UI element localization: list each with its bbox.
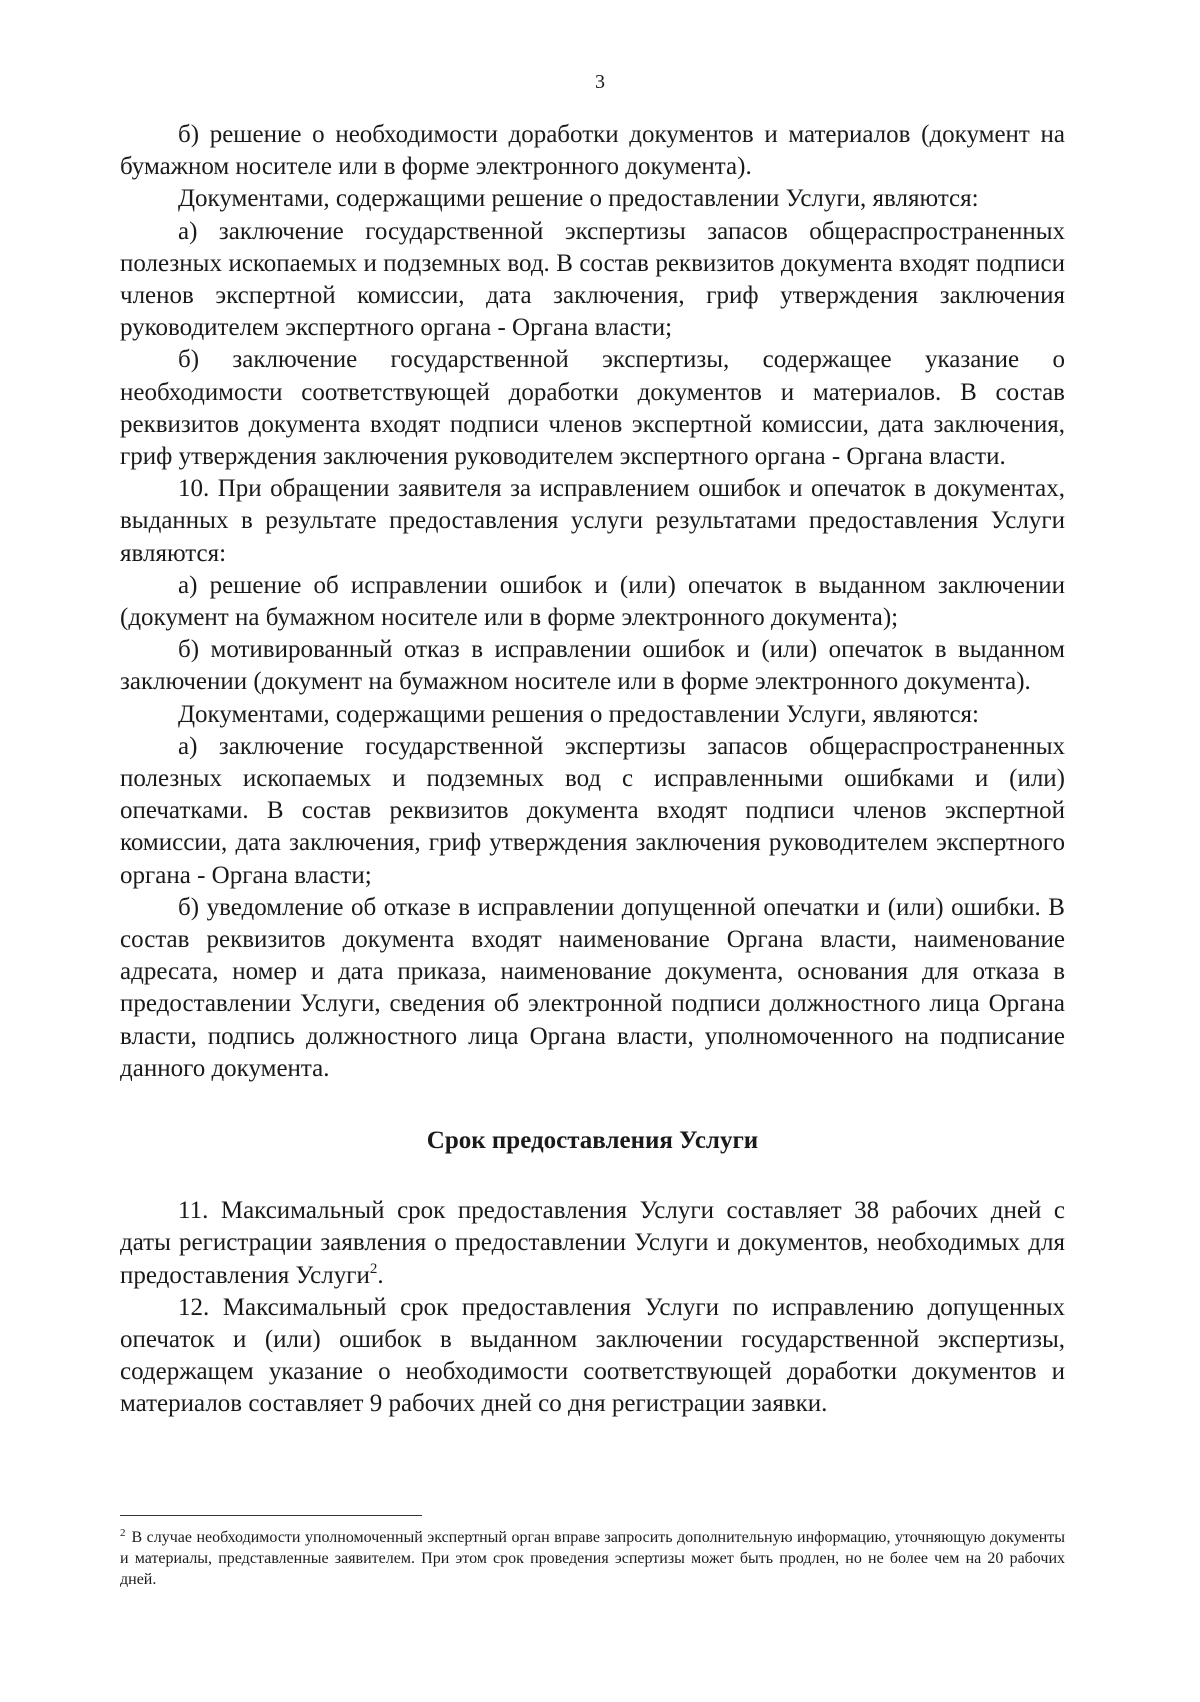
paragraph-11 xyxy=(120,1195,1065,1292)
paragraph-12: 12. Максимальный срок предоставления Услуги по исправлению допущенных опечаток и (или) ошибок в выданном заключении государственной экспертизы, содержащем указание о необходимости соответствующей доработки документов и материалов составляет 9 рабочих дней со дня регистрации заявки. xyxy=(120,1293,1065,1418)
paragraph-decisions-a: а) заключение государственной экспертизы запасов общераспространенных полезных ископаемых и подземных вод с исправленными ошибками и (или) опечатками. В состав реквизитов документа входят подписи членов экспертной комиссии, дата заключения, гриф утверждения заключения руководителем экспертного органа - Органа власти; xyxy=(120,732,1065,889)
paragraph-10a: а) решение об исправлении ошибок и (или) опечаток в выданном заключении (документ на бумажном носителе или в форме электронного документа); xyxy=(120,571,1065,632)
footnote-mark: 2 xyxy=(120,1527,126,1539)
footnote-reference[interactable]: 2 xyxy=(369,1260,378,1277)
section-heading: Срок предоставления Услуги xyxy=(426,1127,759,1155)
page-number: 3 xyxy=(595,71,605,93)
paragraph-documents-intro: Документами, содержащими решение о предоставлении Услуги, являются: xyxy=(178,185,979,213)
document-body xyxy=(120,119,1065,1421)
paragraph-9b: б) решение о необходимости доработки документов и материалов (документ на бумажном носителе или в форме электронного документа). xyxy=(120,121,1065,181)
paragraph-11-text: 11. Максимальный срок предоставления Услуги составляет 38 рабочих дней с даты регистрации заявления о предоставлении Услуги и документов, необходимых для предоставления Услуги xyxy=(120,1197,1065,1289)
paragraph-10b: б) мотивированный отказ в исправлении ошибок и (или) опечаток в выданном заключении (документ на бумажном носителе или в форме электронного документа). xyxy=(120,636,1065,696)
paragraph-documents-a: а) заключение государственной экспертизы запасов общераспространенных полезных ископаемых и подземных вод. В состав реквизитов документа входят подписи членов экспертной комиссии, дата заключения, гриф утверждения заключения руководителем экспертного органа - Органа власти; xyxy=(120,217,1065,342)
paragraph-decisions-b: б) уведомление об отказе в исправлении допущенной опечатки и (или) ошибки. В состав реквизитов документа входят наименование Органа власти, наименование адресата, номер и дата приказа, наименование документа, основания для отказа в предоставлении Услуги, сведения об электронной подписи должностного лица Органа власти, подпись должностного лица Органа власти, уполномоченного на подписание данного документа. xyxy=(120,893,1065,1082)
footnote-separator xyxy=(120,1515,422,1516)
paragraph-11-tail: . xyxy=(377,1261,384,1289)
paragraph-10: 10. При обращении заявителя за исправлением ошибок и опечаток в документах, выданных в результате предоставления услуги результатами предоставления Услуги являются: xyxy=(120,475,1065,567)
footnote-text: В случае необходимости уполномоченный экспертный орган вправе запросить дополнительную информацию, уточняющую документы и материалы, представленные заявителем. При этом срок проведения эспертизы может быть продлен, но не более чем на 20 рабочих дней. xyxy=(120,1529,1065,1588)
paragraph-documents-b: б) заключение государственной экспертизы, содержащее указание о необходимости соответствующей доработки документов и материалов. В состав реквизитов документа входят подписи членов экспертной комиссии, дата заключения, гриф утверждения заключения руководителем экспертного органа - Органа власти. xyxy=(120,346,1065,471)
footnote xyxy=(120,1527,1065,1590)
paragraph-decisions-intro: Документами, содержащими решения о предоставлении Услуги, являются: xyxy=(178,700,979,728)
